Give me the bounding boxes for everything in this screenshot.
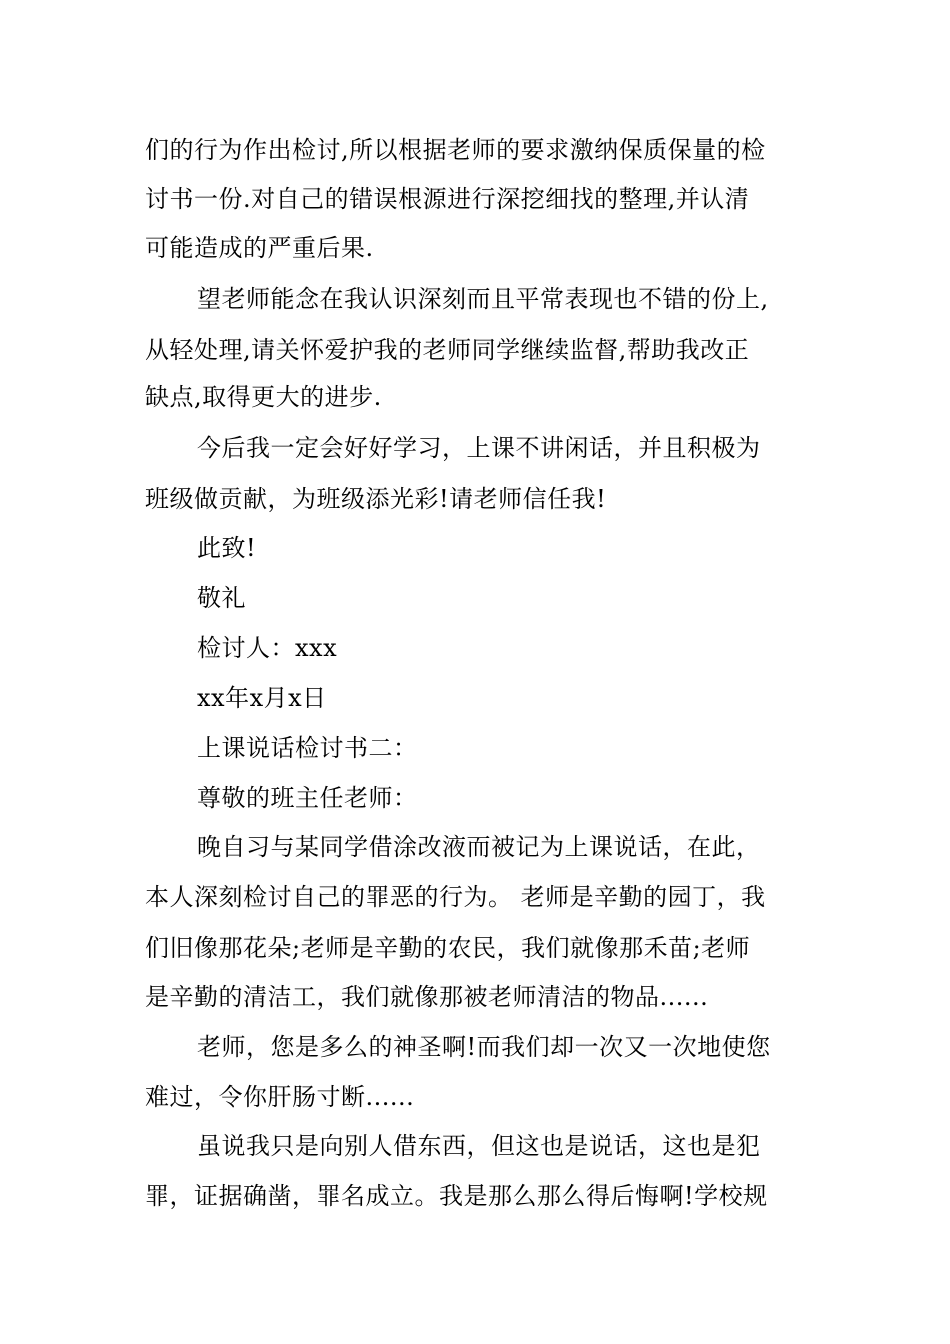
text-line: 讨书一份.对自己的错误根源进行深挖细找的整理,并认清 <box>145 185 750 213</box>
text-line: 罪，证据确凿，罪名成立。我是那么那么得后悔啊!学校规 <box>145 1182 768 1210</box>
signature-line: 检讨人：xxx <box>197 634 338 662</box>
paragraph-first-line: 虽说我只是向别人借东西，但这也是说话，这也是犯 <box>197 1132 761 1160</box>
paragraph-first-line: 晚自习与某同学借涂改液而被记为上课说话，在此， <box>197 833 761 861</box>
text-line: 从轻处理,请关怀爱护我的老师同学继续监督,帮助我改正 <box>145 336 750 364</box>
greeting-line: 尊敬的班主任老师： <box>197 784 418 812</box>
date-line: xx年x月x日 <box>197 684 327 712</box>
text-line: 可能造成的严重后果. <box>145 234 374 262</box>
section-heading: 上课说话检讨书二： <box>197 734 418 762</box>
paragraph-first-line: 望老师能念在我认识深刻而且平常表现也不错的份上, <box>197 285 769 313</box>
text-line: 们的行为作出检讨,所以根据老师的要求激纳保质保量的检 <box>145 136 766 164</box>
text-line: 缺点,取得更大的进步. <box>145 383 382 411</box>
paragraph-first-line: 老师，您是多么的神圣啊!而我们却一次又一次地使您 <box>197 1033 771 1061</box>
text-line: 难过，令你肝肠寸断...... <box>145 1083 415 1111</box>
text-line: 本人深刻检讨自己的罪恶的行为。 老师是辛勤的园丁，我 <box>145 883 766 911</box>
text-line: 们旧像那花朵;老师是辛勤的农民，我们就像那禾苗;老师 <box>145 934 751 962</box>
salutation-regards: 敬礼 <box>197 584 246 612</box>
paragraph-first-line: 今后我一定会好好学习，上课不讲闲话，并且积极为 <box>197 434 761 462</box>
text-line: 班级做贡献，为班级添光彩!请老师信任我! <box>145 485 607 513</box>
text-line: 是辛勤的清洁工，我们就像那被老师清洁的物品...... <box>145 983 709 1011</box>
salutation-closing: 此致! <box>197 534 257 562</box>
